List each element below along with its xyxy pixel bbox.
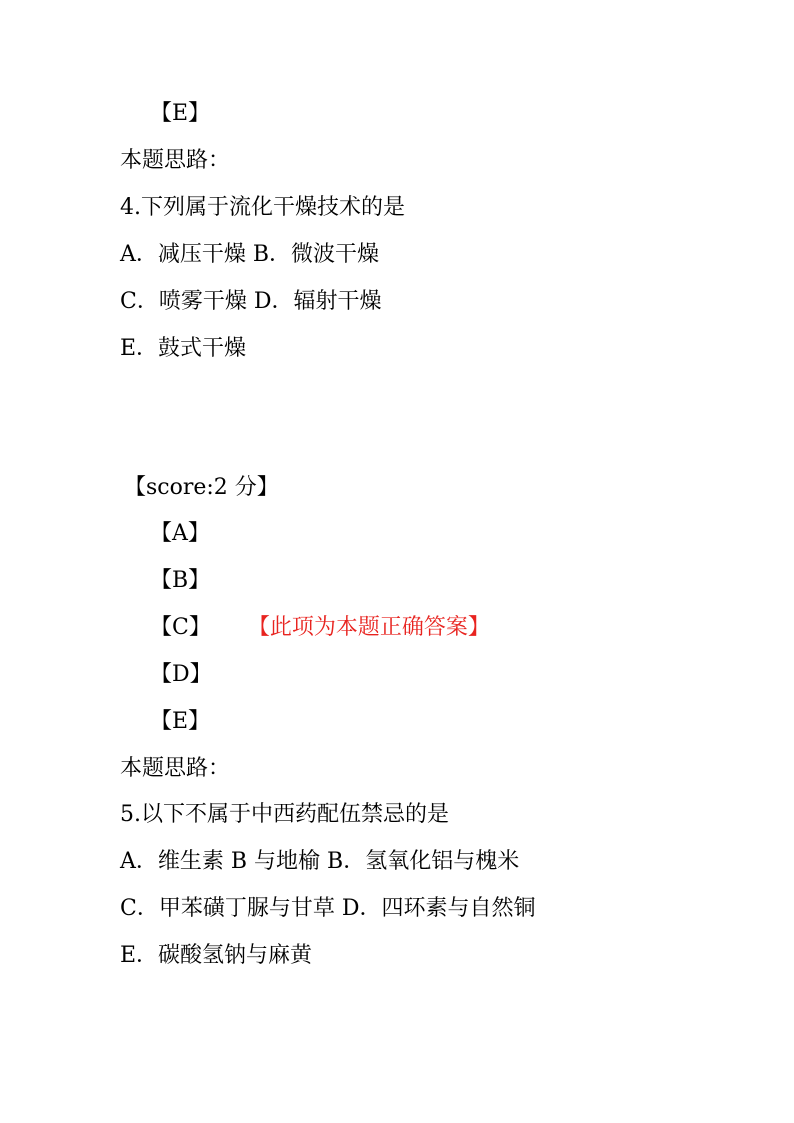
question-5-stem: 5.以下不属于中西药配伍禁忌的是 [120,802,449,827]
question-4-choice-c-row [150,614,490,642]
question-4-choice-b: 【B】 [150,568,211,593]
question-5-option-e: E．碳酸氢钠与麻黄 [120,943,313,968]
question-4-explanation-label: 本题思路： [120,756,231,781]
question-5-options-cd: C．甲苯磺丁脲与甘草 D．四环素与自然铜 [120,896,536,921]
prev-explanation-label: 本题思路： [120,148,231,173]
question-4-stem: 4.下列属于流化干燥技术的是 [120,195,405,220]
question-4-choice-a: 【A】 [150,521,210,546]
question-4-option-e: E．鼓式干燥 [120,336,247,361]
question-5-options-ab: A．维生素 B 与地榆 B．氢氧化铝与槐米 [120,849,520,874]
question-4-options-ab: A．减压干燥 B．微波干燥 [120,242,380,267]
correct-answer-marker: 【此项为本题正确答案】 [258,615,490,640]
prev-option-e: 【E】 [150,101,211,126]
question-4-choice-e: 【E】 [150,709,211,734]
question-4-choice-d: 【D】 [150,662,212,687]
question-4-choice-c: 【C】 [150,615,211,640]
question-4-options-cd: C．喷雾干燥 D．辐射干燥 [120,289,382,314]
question-4-score: 【score:2 分】 [124,475,279,500]
